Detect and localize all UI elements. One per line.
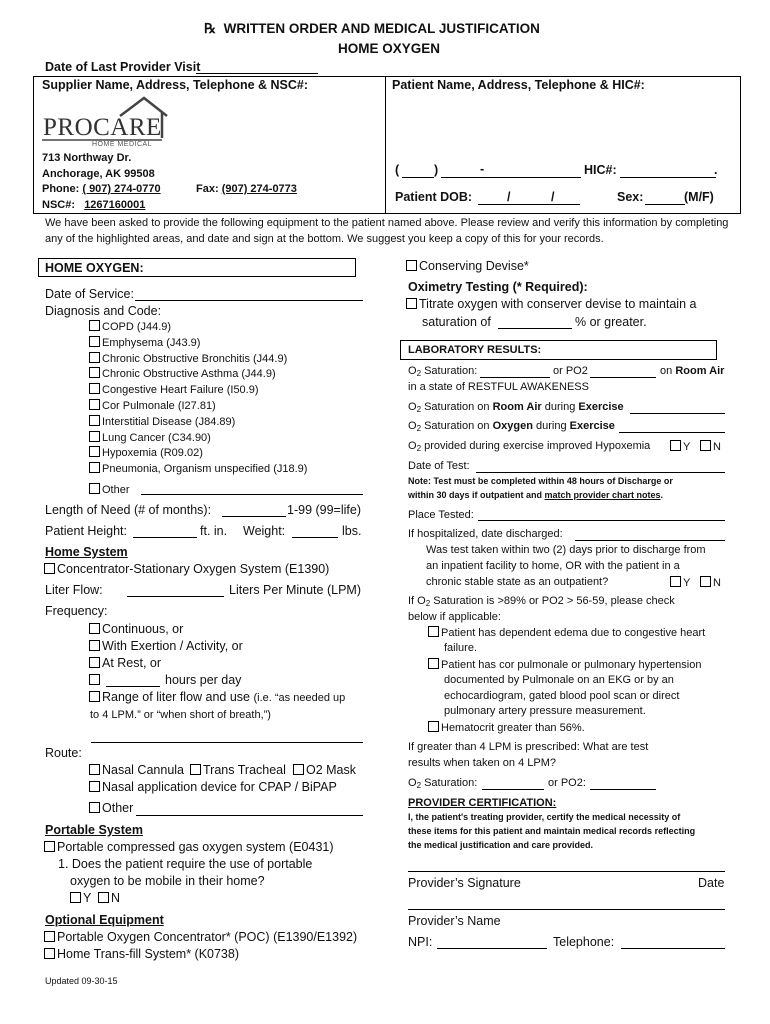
diagnosis-label: Cor Pulmonale (I27.81) (102, 400, 216, 412)
improved-yes[interactable]: Y (670, 440, 690, 453)
cor-pulmonale-line-4: pulmonary artery pressure measurement. (444, 705, 646, 717)
npi-label: NPI: (408, 935, 433, 949)
dob-slash-1: / (507, 190, 511, 204)
route-nasal-cpap[interactable]: Nasal application device for CPAP / BiPAP (89, 780, 337, 794)
cor-pulmonale-line-3: echocardiogram, gated blood pool scan or direct (444, 690, 680, 702)
npi-field[interactable] (437, 948, 547, 949)
length-of-need-label: Length of Need (# of months): (45, 503, 212, 517)
diagnosis-label: Chronic Obstructive Asthma (J44.9) (102, 368, 276, 381)
frequency-label: Frequency: (45, 604, 108, 618)
signature-line[interactable] (408, 871, 725, 872)
place-tested-field[interactable] (478, 520, 725, 521)
diagnosis-option[interactable] (89, 431, 211, 444)
o2-improved-hypoxemia: $O_2$ provided during exercise improved Hypoxemia (408, 440, 651, 453)
checkbox[interactable] (406, 260, 417, 271)
lab-results-title: LABORATORY RESULTS: (408, 344, 542, 356)
diagnosis-option[interactable] (89, 415, 235, 428)
height-label: Patient Height: (45, 524, 127, 538)
supplier-heading: Supplier Name, Address, Telephone & NSC#: (42, 78, 309, 92)
supplier-nsc-value: 1267160001 (84, 199, 146, 211)
telephone-field[interactable] (621, 948, 725, 949)
weight-label: Weight: (243, 524, 286, 538)
below-if-applicable: below if applicable: (408, 611, 501, 623)
dob-slash-2: / (551, 190, 555, 204)
conserving-devise-option[interactable]: Conserving Devise* (406, 259, 529, 273)
route-nasal-cannula[interactable]: Nasal Cannula (89, 763, 184, 777)
checkbox[interactable] (89, 640, 100, 651)
phone-paren-open: ( (395, 163, 400, 177)
po2-4lpm-field[interactable] (590, 789, 656, 790)
supplier-address2: Anchorage, AK 99508 (42, 168, 155, 180)
cor-pulmonale-line-2: documented by Pulmonale on an EKG or by an (444, 674, 674, 686)
supplier-address1: 713 Northway Dr. (42, 152, 132, 164)
diagnosis-label: Congestive Heart Failure (I50.9) (102, 384, 259, 397)
diagnosis-option[interactable] (89, 320, 171, 333)
diagnosis-label: Lung Cancer (C34.90) (102, 431, 211, 444)
titrate-option[interactable]: Titrate oxygen with conserver devise to maintain a (406, 297, 696, 311)
greater-4lpm-line-2: results when taken on 4 LPM? (408, 757, 556, 769)
last-visit-field[interactable] (196, 73, 318, 74)
diagnosis-option[interactable] (89, 352, 287, 365)
checkbox[interactable] (70, 892, 81, 903)
titrate-saturation-label: saturation of (422, 315, 491, 329)
title-text: WRITTEN ORDER AND MEDICAL JUSTIFICATION (223, 21, 540, 36)
sex-options: (M/F) (684, 190, 714, 204)
patient-area-code-field[interactable] (402, 177, 434, 178)
checkbox[interactable] (89, 399, 100, 410)
phone-paren-close: ) (434, 163, 439, 177)
diagnosis-label: Emphysema (J43.9) (102, 336, 201, 349)
weight-field[interactable] (292, 537, 338, 538)
checkbox[interactable] (44, 948, 55, 959)
restful-awakeness: in a state of RESTFUL AWAKENESS (408, 381, 589, 393)
updated-date: Updated 09-30-15 (45, 976, 118, 986)
checkbox[interactable] (89, 320, 100, 331)
cor-pulmonale-option[interactable]: Patient has cor pulmonale or pulmonary hypertension (428, 658, 701, 671)
checkbox[interactable] (89, 431, 100, 442)
sex-field[interactable] (645, 204, 685, 205)
o2-sat-room-air-exercise: $O_2$ Saturation on Room Air during Exercise (408, 401, 624, 414)
o2-sat-4lpm-field[interactable] (482, 789, 544, 790)
or-po2-4lpm-label: or PO2: (548, 777, 586, 789)
phone-dash: - (480, 162, 485, 176)
improved-no[interactable]: N (700, 440, 721, 453)
hematocrit-option[interactable]: Hematocrit greater than 56%. (428, 721, 585, 734)
was-test-yes[interactable]: Y (670, 576, 690, 589)
route-o2-mask[interactable]: O2 Mask (293, 763, 356, 777)
checkbox[interactable] (89, 691, 100, 702)
checkbox[interactable] (428, 721, 439, 732)
test-note-line-2: within 30 days if outpatient and match provider chart notes. (408, 490, 664, 500)
hic-label: HIC#: (584, 163, 617, 177)
logo-sub-text: HOME MEDICAL (92, 141, 153, 148)
q1-no[interactable]: N (98, 891, 120, 905)
was-test-line-1: Was test taken within two (2) days prior to discharge from (426, 544, 706, 556)
checkbox[interactable] (89, 352, 100, 363)
on-room-air: on Room Air (660, 365, 725, 377)
o2-sat-oxygen-exercise: $O_2$ Saturation on Oxygen during Exercise (408, 420, 615, 433)
diagnosis-option[interactable] (89, 336, 200, 349)
liter-flow-field[interactable] (127, 596, 224, 597)
hic-period: . (714, 163, 718, 177)
provider-name-line[interactable] (408, 909, 725, 910)
or-po2-label: or PO2 (553, 365, 588, 377)
certification-line-3: the medical justification and care provided. (408, 840, 594, 850)
box-divider (385, 76, 386, 214)
edema-line-2: failure. (444, 642, 478, 654)
q1-yes[interactable]: Y (70, 891, 91, 905)
o2-sat-room-air-exercise-field[interactable] (630, 413, 725, 414)
checkbox[interactable] (89, 367, 100, 378)
checkbox[interactable] (89, 483, 100, 494)
supplier-fax: Fax: (907) 274-0773 (196, 183, 297, 195)
question-1-line-1: 1. Does the patient require the use of portable (58, 857, 313, 871)
diagnosis-option[interactable] (89, 462, 307, 475)
optional-equipment-heading: Optional Equipment (45, 913, 164, 927)
hic-field[interactable] (620, 177, 716, 178)
checkbox[interactable] (89, 446, 100, 457)
diagnosis-option[interactable] (89, 383, 259, 396)
transfill-option[interactable]: Home Trans-fill System* (K0738) (44, 947, 239, 961)
route-other-field[interactable] (136, 815, 363, 816)
supplier-fax-value: (907) 274-0773 (221, 183, 297, 195)
signature-date-label: Date (698, 876, 725, 890)
diagnosis-option[interactable] (89, 446, 203, 459)
hospitalized-label: If hospitalized, date discharged: (408, 528, 563, 540)
supplier-nsc: NSC#: 1267160001 (42, 199, 146, 211)
route-other[interactable]: Other (89, 801, 133, 815)
last-visit-label: Date of Last Provider Visit (45, 60, 201, 74)
checkbox[interactable] (44, 931, 55, 942)
checkbox[interactable] (98, 892, 109, 903)
checkbox[interactable] (89, 383, 100, 394)
checkbox[interactable] (428, 658, 439, 669)
diagnosis-label: Chronic Obstructive Bronchitis (J44.9) (102, 352, 288, 365)
diagnosis-option[interactable] (89, 399, 216, 412)
checkbox[interactable] (293, 764, 304, 775)
titrate-percent-label: % or greater. (575, 315, 647, 329)
diagnosis-label: Pneumonia, Organism unspecified (J18.9) (102, 463, 308, 476)
diagnosis-label: Hypoxemia (R09.02) (102, 447, 203, 460)
date-of-test-field[interactable] (476, 472, 725, 473)
o2-sat-oxygen-exercise-field[interactable] (619, 432, 725, 433)
page-subtitle: HOME OXYGEN (338, 41, 441, 56)
edema-option[interactable]: Patient has dependent edema due to congestive heart (428, 626, 705, 639)
liter-flow-label: Liter Flow: (45, 583, 103, 597)
freq-continuous[interactable]: Continuous, or (89, 622, 183, 636)
route-label: Route: (45, 746, 82, 760)
checkbox[interactable] (89, 623, 100, 634)
checkbox[interactable] (89, 336, 100, 347)
checkbox[interactable] (89, 764, 100, 775)
intro-text: We have been asked to provide the following equipment to the patient named above. Please review and verify this information by completing any of the highlighted areas, and date and sign at the bottom. We suggest you keep a copy of this for your records. (45, 217, 729, 245)
hours-field[interactable] (106, 686, 160, 687)
checkbox[interactable] (190, 764, 201, 775)
certification-line-1: I, the patient's treating provider, certify the medical necessity of (408, 812, 681, 822)
place-tested-label: Place Tested: (408, 509, 474, 521)
o2-sat-room-air-field[interactable] (480, 377, 550, 378)
home-system-heading: Home System (45, 545, 128, 559)
was-test-line-3: chronic stable state as an outpatient? (426, 576, 609, 588)
logo-main-text: PROCARE (43, 114, 162, 141)
route-trans-tracheal[interactable]: Trans Tracheal (190, 763, 286, 777)
height-field[interactable] (133, 537, 197, 538)
freq-rest[interactable]: At Rest, or (89, 656, 161, 670)
range-field[interactable] (91, 742, 363, 743)
o2-sat-4lpm: $O_2$ Saturation: (408, 777, 478, 790)
checkbox[interactable] (89, 415, 100, 426)
date-of-test-label: Date of Test: (408, 460, 470, 472)
dob-field[interactable] (478, 204, 580, 205)
oximetry-heading: Oximetry Testing (* Required): (408, 280, 588, 294)
if-saturation-line: If $O_2$ Saturation is >89% or PO2 > 56-59, please check (408, 595, 675, 608)
diagnosis-label: Interstitial Disease (J84.89) (102, 415, 236, 428)
checkbox[interactable] (700, 440, 711, 451)
procare-logo (40, 96, 170, 148)
certification-line-2: these items for this patient and maintain medical records reflecting (408, 826, 696, 836)
date-of-service-label: Date of Service: (45, 287, 134, 301)
checkbox[interactable] (428, 626, 439, 637)
diagnosis-other[interactable]: Other (89, 483, 130, 496)
diagnosis-label: Diagnosis and Code: (45, 304, 162, 318)
test-note-line-1: Note: Test must be completed within 48 hours of Discharge or (408, 476, 673, 486)
checkbox[interactable] (670, 576, 681, 587)
patient-heading: Patient Name, Address, Telephone & HIC#: (392, 78, 645, 92)
sex-label: Sex: (617, 190, 644, 204)
was-test-no[interactable]: N (700, 576, 721, 589)
checkbox[interactable] (89, 781, 100, 792)
length-range: 1-99 (99=life) (287, 503, 361, 517)
poc-option[interactable]: Portable Oxygen Concentrator* (POC) (E1390/E1392) (44, 930, 357, 944)
patient-phone-field[interactable] (441, 177, 581, 178)
lbs-label: lbs. (342, 524, 362, 538)
dob-label: Patient DOB: (395, 190, 473, 204)
checkbox[interactable] (406, 298, 417, 309)
checkbox[interactable] (89, 674, 100, 685)
freq-hours[interactable] (89, 673, 102, 687)
telephone-label: Telephone: (553, 935, 615, 949)
concentrator-option[interactable]: Concentrator-Stationary Oxygen System (E1390) (44, 562, 329, 576)
page-title (204, 21, 540, 37)
o2-sat-room-air: $O_2$ Saturation: (408, 365, 478, 378)
checkbox[interactable] (44, 841, 55, 852)
question-1-line-2: oxygen to be mobile in their home? (70, 874, 265, 888)
checkbox[interactable] (89, 802, 100, 813)
portable-gas-option[interactable]: Portable compressed gas oxygen system (E0431) (44, 840, 334, 854)
checkbox[interactable] (670, 440, 681, 451)
checkbox[interactable] (89, 462, 100, 473)
freq-range[interactable]: Range of liter flow and use (i.e. “as needed up (89, 690, 345, 704)
home-oxygen-title: HOME OXYGEN: (45, 261, 144, 275)
greater-4lpm-line-1: If greater than 4 LPM is prescribed: What are test (408, 741, 649, 753)
checkbox[interactable] (89, 657, 100, 668)
diagnosis-other-field[interactable] (141, 494, 363, 495)
titrate-saturation-field[interactable] (498, 328, 572, 329)
supplier-phone: Phone: ( 907) 274-0770 (42, 183, 161, 195)
portable-system-heading: Portable System (45, 823, 143, 837)
provider-name-label: Provider’s Name (408, 914, 501, 928)
checkbox[interactable] (44, 563, 55, 574)
po2-room-air-field[interactable] (590, 377, 656, 378)
supplier-phone-value: ( 907) 274-0770 (82, 183, 161, 195)
freq-exertion[interactable]: With Exertion / Activity, or (89, 639, 243, 653)
length-of-need-field[interactable] (222, 516, 286, 517)
provider-certification-title: PROVIDER CERTIFICATION: (408, 797, 557, 809)
lpm-label: Liters Per Minute (LPM) (229, 583, 361, 597)
discharge-date-field[interactable] (575, 540, 725, 541)
date-of-service-field[interactable] (135, 300, 363, 301)
was-test-line-2: an inpatient facility to home, OR with the patient in a (426, 560, 680, 572)
range-note: to 4 LPM.” or “when short of breath,”) (90, 709, 271, 721)
diagnosis-label: COPD (J44.9) (102, 321, 172, 333)
rx-symbol: ℞ (204, 21, 217, 36)
ft-in-label: ft. in. (200, 524, 228, 538)
provider-signature-label: Provider’s Signature (408, 876, 521, 890)
checkbox[interactable] (700, 576, 711, 587)
diagnosis-option[interactable] (89, 367, 276, 380)
hours-label: hours per day (165, 673, 242, 687)
